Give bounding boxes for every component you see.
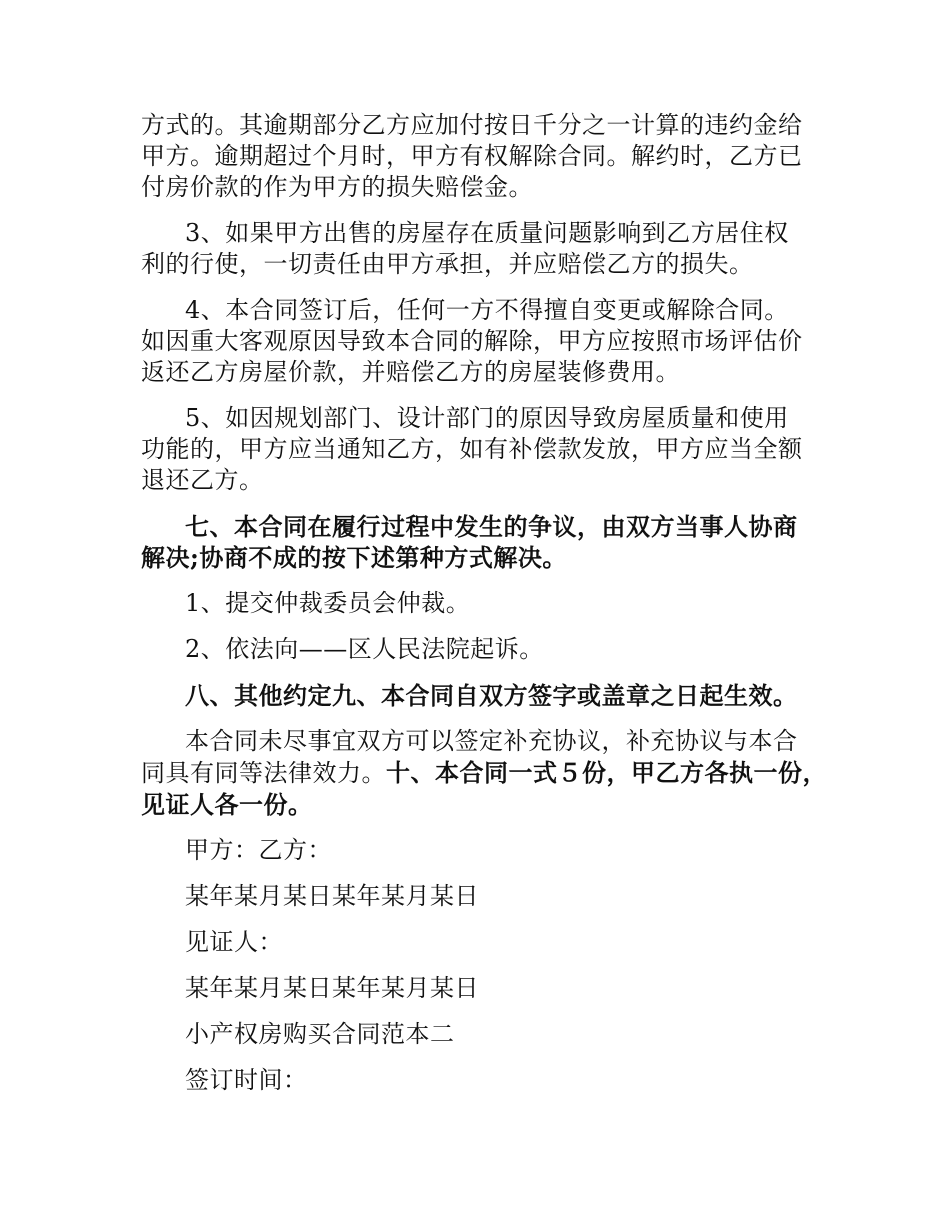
paragraph-litigation xyxy=(141,634,821,665)
paragraph-clause-3 xyxy=(141,218,821,280)
text-line: 如因重大客观原因导致本合同的解除，甲方应按照市场评估价 xyxy=(141,327,803,355)
signing-time-label xyxy=(141,1065,821,1096)
paragraph-clause-4 xyxy=(141,295,821,388)
text-line: 1、提交仲裁委员会仲裁。 xyxy=(185,589,471,617)
text-line: 见证人各一份。 xyxy=(141,790,313,819)
text-line: 签订时间： xyxy=(185,1066,308,1094)
text-line: 退还乙方。 xyxy=(141,466,264,494)
template-title xyxy=(141,1019,821,1050)
text-line: 方式的。其逾期部分乙方应加付按日千分之一计算的违约金给 xyxy=(141,111,803,139)
text-line: 本合同未尽事宜双方可以签定补充协议，补充协议与本合 xyxy=(185,727,798,755)
text-line: 3、如果甲方出售的房屋存在质量问题影响到乙方居住权 xyxy=(185,219,789,247)
text-line: 甲方：乙方： xyxy=(185,836,332,864)
text-line: 小产权房购买合同范本二 xyxy=(185,1020,455,1048)
witness-label xyxy=(141,927,821,958)
text-line: 5、如因规划部门、设计部门的原因导致房屋质量和使用 xyxy=(185,404,789,432)
paragraph-clause-5 xyxy=(141,403,821,496)
text-line: 解决;协商不成的按下述第种方式解决。 xyxy=(141,543,567,572)
text-line: 某年某月某日某年某月某日 xyxy=(185,882,479,910)
witness-dates xyxy=(141,973,821,1004)
text-line: 付房价款的作为甲方的损失赔偿金。 xyxy=(141,173,533,201)
text-line: 返还乙方房屋价款，并赔偿乙方的房屋装修费用。 xyxy=(141,358,680,386)
signature-dates xyxy=(141,881,821,912)
text-line: 功能的，甲方应当通知乙方，如有补偿款发放，甲方应当全额 xyxy=(141,435,803,463)
section-heading-disputes xyxy=(141,511,821,573)
text-line: 见证人： xyxy=(185,928,283,956)
text-line: 甲方。逾期超过个月时，甲方有权解除合同。解约时，乙方已 xyxy=(141,142,803,170)
text-line: 某年某月某日某年某月某日 xyxy=(185,974,479,1002)
text-segment-bold: 十、本合同一式５份，甲乙方各执一份， xyxy=(386,758,827,787)
text-segment: 同具有同等法律效力。 xyxy=(141,759,386,787)
paragraph-arbitration xyxy=(141,588,821,619)
text-line: 2、依法向——区人民法院起诉。 xyxy=(185,635,544,663)
text-line: 4、本合同签订后，任何一方不得擅自变更或解除合同。 xyxy=(185,296,789,324)
text-line: 利的行使，一切责任由甲方承担，并应赔偿乙方的损失。 xyxy=(141,250,754,278)
text-line xyxy=(141,757,827,789)
signature-parties xyxy=(141,835,821,866)
document-body xyxy=(141,110,827,1111)
section-heading-other-terms xyxy=(141,680,821,711)
text-line: 七、本合同在履行过程中发生的争议，由双方当事人协商 xyxy=(185,512,798,541)
text-line: 八、其他约定九、本合同自双方签字或盖章之日起生效。 xyxy=(185,681,798,710)
paragraph-penalty-terms xyxy=(141,110,821,203)
paragraph-supplementary xyxy=(141,726,827,820)
